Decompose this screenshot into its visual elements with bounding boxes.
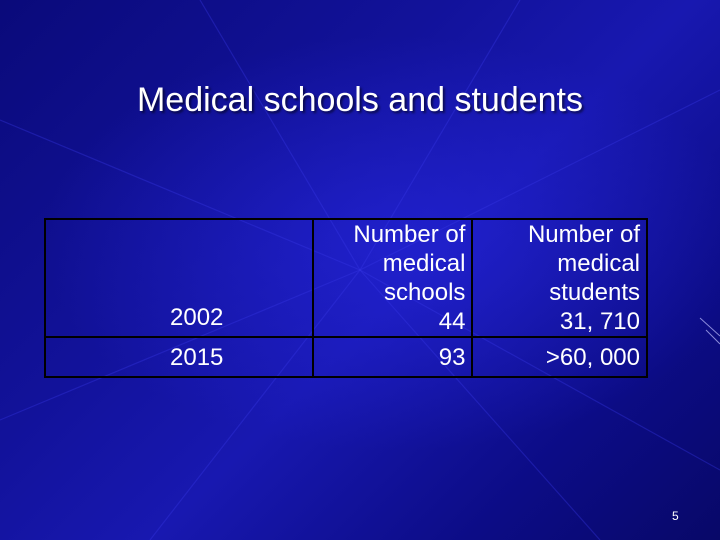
slide-title: Medical schools and students	[136, 81, 584, 119]
students-header-cell	[472, 219, 647, 337]
students-value: 31, 710	[559, 308, 640, 335]
students-cell: >60, 000	[472, 337, 647, 377]
table-row	[45, 337, 647, 377]
schools-value: 44	[438, 308, 466, 335]
students-header-line: students	[549, 279, 640, 306]
schools-header-line: schools	[384, 279, 466, 306]
table-row	[45, 219, 647, 337]
schools-cell: 93	[313, 337, 473, 377]
students-header-line: Number of	[527, 221, 640, 248]
schools-header-cell	[313, 219, 473, 337]
schools-header-line: Number of	[353, 221, 466, 248]
schools-header-line: medical	[382, 250, 466, 277]
students-header-line: medical	[557, 250, 640, 277]
page-number: 5	[672, 509, 679, 523]
medical-data-table	[44, 218, 648, 378]
year-cell: 2002	[45, 219, 313, 337]
year-cell: 2015	[45, 337, 313, 377]
